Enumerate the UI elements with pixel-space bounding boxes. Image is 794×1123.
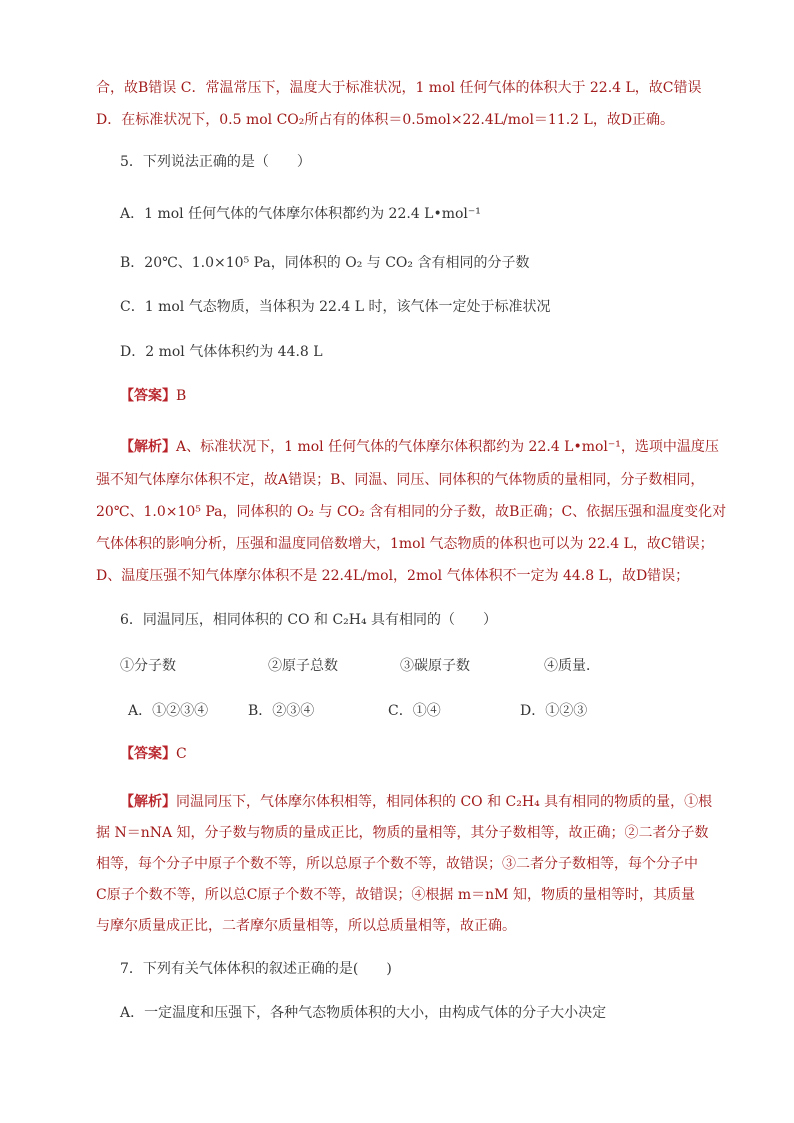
- q5-analysis-line-3: 20℃、1.0×10⁵ Pa，同体积的 O₂ 与 CO₂ 含有相同的分子数，故B正确；C、依据压强和温度变化对: [96, 504, 727, 520]
- q5-analysis-line-1: [120, 437, 719, 457]
- q6-item-2: ②原子总数: [268, 658, 338, 674]
- q6-option-a: A．①②③④: [128, 703, 209, 719]
- q6-analysis-line-5: 与摩尔质量成正比，二者摩尔质量相等，所以总质量相等，故正确。: [96, 918, 516, 934]
- q5-analysis-line-5: D、温度压强不知气体摩尔体积不是 22.4L/mol，2mol 气体体积不一定为 44.8 L，故D错误；: [96, 568, 690, 584]
- q5-analysis-line-4: 气体体积的影响分析，压强和温度同倍数增大，1mol 气态物质的体积也可以为 22.4 L，故C错误；: [96, 536, 714, 552]
- q5-option-c: C．1 mol 气态物质，当体积为 22.4 L 时，该气体一定处于标准状况: [120, 299, 551, 315]
- q6-item-4: ④质量．: [544, 658, 600, 674]
- explanation-line: 合，故B错误 C．常温常压下，温度大于标准状况，1 mol 任何气体的体积大于 22.4 L，故C错误: [96, 80, 702, 96]
- q6-option-b: B．②③④: [248, 703, 315, 719]
- explanation-line: D．在标准状况下，0.5 mol CO₂所占有的体积＝0.5mol×22.4L/mol＝11.2 L，故D正确。: [96, 112, 675, 128]
- q6-analysis-line-4: C原子个数不等，所以总C原子个数不等，故错误；④根据 m＝nM 知，物质的量相等时，其质量: [96, 887, 695, 903]
- q6-option-c: C．①④: [388, 703, 441, 719]
- analysis-text: A、标准状况下，1 mol 任何气体的气体摩尔体积都约为 22.4 L•mol⁻¹，选项中温度压: [176, 439, 719, 455]
- q5-option-d: D．2 mol 气体体积约为 44.8 L: [120, 344, 323, 360]
- q5-option-a: A．1 mol 任何气体的气体摩尔体积都约为 22.4 L•mol⁻¹: [120, 206, 481, 222]
- q6-analysis-line-1: [120, 792, 712, 812]
- question-6-stem: 6．同温同压，相同体积的 CO 和 C₂H₄ 具有相同的（ ）: [120, 612, 498, 628]
- answer-label: 【答案】: [120, 746, 176, 762]
- answer-value: C: [176, 746, 187, 762]
- analysis-text: 同温同压下，气体摩尔体积相等，相同体积的 CO 和 C₂H₄ 具有相同的物质的量，①根: [176, 794, 713, 810]
- q6-analysis-line-2: 据 N＝nNA 知，分子数与物质的量成正比，物质的量相等，其分子数相等，故正确；②二者分子数: [96, 825, 709, 841]
- q6-answer: [120, 744, 187, 764]
- analysis-label: 【解析】: [120, 794, 176, 810]
- answer-label: 【答案】: [120, 388, 176, 404]
- q6-option-d: D．①②③: [520, 703, 588, 719]
- q6-item-3: ③碳原子数: [400, 658, 470, 674]
- q5-analysis-line-2: 强不知气体摩尔体积不定，故A错误；B、同温、同压、同体积的气体物质的量相同，分子数相同，: [96, 472, 705, 488]
- analysis-label: 【解析】: [120, 439, 176, 455]
- q5-option-b: B．20℃、1.0×10⁵ Pa，同体积的 O₂ 与 CO₂ 含有相同的分子数: [120, 255, 530, 271]
- q7-option-a: A．一定温度和压强下，各种气态物质体积的大小，由构成气体的分子大小决定: [120, 1005, 607, 1021]
- q6-item-1: ①分子数: [120, 658, 176, 674]
- answer-value: B: [176, 388, 187, 404]
- q5-answer: [120, 386, 186, 406]
- question-5-stem: 5．下列说法正确的是（ ）: [120, 154, 311, 170]
- q6-analysis-line-3: 相等，每个分子中原子个数不等，所以总原子个数不等，故错误；③二者分子数相等，每个分子中: [96, 856, 698, 872]
- question-7-stem: 7．下列有关气体体积的叙述正确的是( ): [120, 961, 392, 977]
